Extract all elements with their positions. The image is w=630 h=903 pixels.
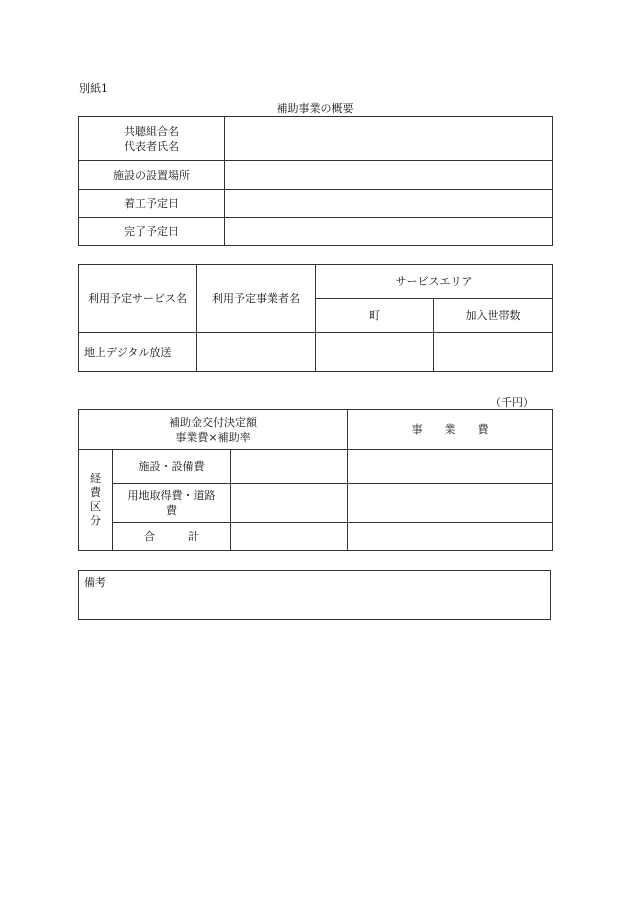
facility-equipment-grant[interactable] — [231, 450, 348, 484]
table-row — [79, 333, 553, 372]
land-road-grant[interactable] — [231, 484, 348, 523]
table-row — [79, 450, 553, 484]
installation-location-value[interactable] — [225, 161, 553, 190]
remarks-box[interactable] — [78, 570, 551, 620]
service-table — [78, 264, 553, 372]
table-row — [79, 265, 553, 299]
facility-equipment-cost[interactable] — [348, 450, 553, 484]
land-road-label: 用地取得費・道路 費 — [113, 484, 231, 523]
expense-category-label: 経費区分 — [79, 450, 113, 551]
table-row — [79, 218, 553, 246]
operator-name-header: 利用予定事業者名 — [197, 265, 316, 333]
table-row — [79, 161, 553, 190]
land-road-cost[interactable] — [348, 484, 553, 523]
table-row — [79, 484, 553, 523]
unit-note: （千円） — [490, 396, 534, 409]
table-row — [79, 523, 553, 551]
installation-location-label: 施設の設置場所 — [79, 161, 225, 190]
service-name-cell: 地上デジタル放送 — [79, 333, 197, 372]
service-name-header: 利用予定サービス名 — [79, 265, 197, 333]
completion-date-label: 完了予定日 — [79, 218, 225, 246]
project-cost-header: 事 業 費 — [348, 410, 553, 450]
grant-amount-header: 補助金交付決定額 事業費×補助率 — [79, 410, 348, 450]
union-representative-label: 共聴組合名 代表者氏名 — [79, 117, 225, 161]
town-cell[interactable] — [316, 333, 434, 372]
households-cell[interactable] — [434, 333, 553, 372]
town-header: 町 — [316, 299, 434, 333]
total-label: 合 計 — [113, 523, 231, 551]
attachment-label: 別紙1 — [79, 82, 108, 95]
table-row — [79, 410, 553, 450]
expense-table — [78, 409, 553, 551]
start-date-label: 着工予定日 — [79, 190, 225, 218]
document-title: 補助事業の概要 — [276, 102, 354, 115]
facility-equipment-label: 施設・設備費 — [113, 450, 231, 484]
completion-date-value[interactable] — [225, 218, 553, 246]
total-grant[interactable] — [231, 523, 348, 551]
total-cost[interactable] — [348, 523, 553, 551]
union-representative-value[interactable] — [225, 117, 553, 161]
remarks-label: 備考 — [84, 576, 106, 589]
service-area-header: サービスエリア — [316, 265, 553, 299]
table-row — [79, 190, 553, 218]
households-header: 加入世帯数 — [434, 299, 553, 333]
table-row — [79, 117, 553, 161]
overview-table — [78, 116, 553, 246]
operator-name-cell[interactable] — [197, 333, 316, 372]
start-date-value[interactable] — [225, 190, 553, 218]
